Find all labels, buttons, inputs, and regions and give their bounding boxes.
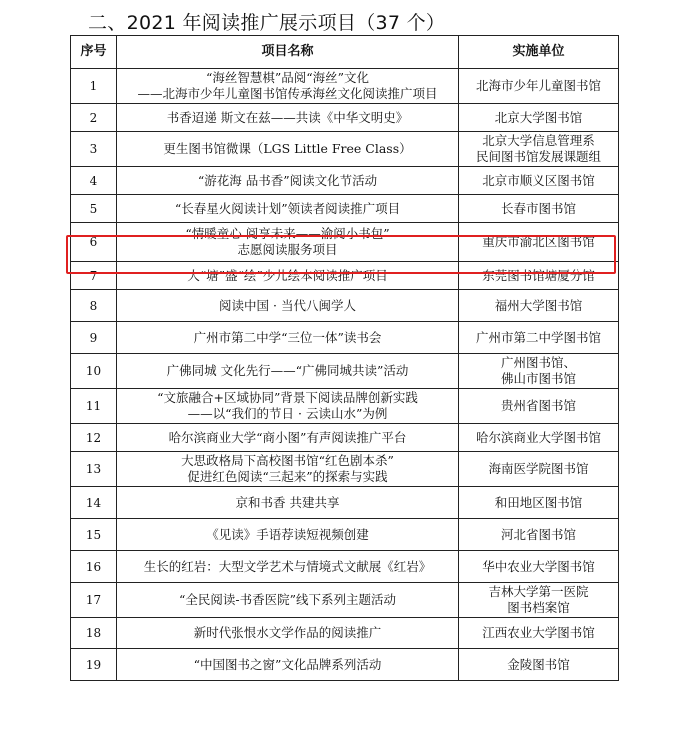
project-name-line: ——以“我们的节日 · 云读山水”为例: [187, 406, 388, 421]
project-name-line: “文旅融合+区域协同”背景下阅读品牌创新实践: [157, 390, 418, 405]
row-number: 16: [71, 551, 117, 583]
table-row: [71, 424, 619, 452]
project-name-cell: [117, 424, 459, 452]
table-row: [71, 195, 619, 223]
implementing-unit-line: 民间图书馆发展课题组: [475, 149, 601, 164]
implementing-unit-cell: [459, 487, 619, 519]
project-name-line: 京和书香 共建共享: [235, 494, 340, 510]
implementing-unit-line: 北京市顺义区图书馆: [482, 172, 595, 188]
table-row: [71, 290, 619, 322]
table-row: [71, 354, 619, 389]
implementing-unit-cell: [459, 452, 619, 487]
row-number: 14: [71, 487, 117, 519]
table-row: [71, 104, 619, 132]
table-row: [71, 389, 619, 424]
implementing-unit-cell: [459, 223, 619, 262]
table-header-row: [71, 36, 619, 69]
implementing-unit-cell: [459, 167, 619, 195]
project-name-cell: [117, 290, 459, 322]
implementing-unit-cell: [459, 354, 619, 389]
row-number: 2: [71, 104, 117, 132]
implementing-unit-line: 广州市第二中学图书馆: [475, 329, 601, 345]
row-number: 3: [71, 132, 117, 167]
table-row: [71, 649, 619, 681]
project-name-cell: [117, 389, 459, 424]
project-name-cell: [117, 649, 459, 681]
project-name-line: 大“塘”盛“绘”少儿绘本阅读推广项目: [187, 267, 388, 283]
header-unit: 实施单位: [459, 36, 619, 69]
table-row: [71, 519, 619, 551]
row-number: 17: [71, 583, 117, 618]
implementing-unit-line: 北京大学信息管理系: [482, 133, 595, 148]
project-name-line: 促进红色阅读“三起来”的探索与实践: [187, 469, 388, 484]
implementing-unit-cell: [459, 389, 619, 424]
header-name: 项目名称: [117, 36, 459, 69]
project-name-cell: [117, 104, 459, 132]
project-name-line: 更生图书馆微课（LGS Little Free Class）: [163, 141, 412, 156]
project-name-cell: [117, 618, 459, 649]
section-title: 二、2021 年阅读推广展示项目（37 个）: [88, 12, 446, 34]
table-body: [71, 69, 619, 681]
project-name-line: 生长的红岩：大型文学艺术与情境式文献展《红岩》: [143, 558, 432, 574]
project-name-line: “全民阅读-书香医院”线下系列主题活动: [178, 592, 396, 607]
row-number: 15: [71, 519, 117, 551]
row-number: 13: [71, 452, 117, 487]
project-name-cell: [117, 322, 459, 354]
implementing-unit-cell: [459, 618, 619, 649]
implementing-unit-line: 图书档案馆: [507, 600, 570, 615]
row-number: 7: [71, 262, 117, 290]
project-name-line: 新时代张恨水文学作品的阅读推广: [193, 625, 382, 640]
implementing-unit-cell: [459, 322, 619, 354]
table-row: [71, 132, 619, 167]
row-number: 9: [71, 322, 117, 354]
table-row: [71, 487, 619, 519]
project-name-cell: [117, 195, 459, 223]
project-name-line: 哈尔滨商业大学“商小图”有声阅读推广平台: [168, 429, 407, 445]
row-number: 18: [71, 618, 117, 649]
implementing-unit-line: 和田地区图书馆: [494, 494, 583, 510]
implementing-unit-cell: [459, 519, 619, 551]
project-name-cell: [117, 223, 459, 262]
project-name-line: “长春星火阅读计划”领读者阅读推广项目: [174, 200, 401, 216]
implementing-unit-line: 佛山市图书馆: [500, 371, 576, 386]
implementing-unit-line: 广州图书馆、: [500, 355, 576, 370]
row-number: 1: [71, 69, 117, 104]
implementing-unit-cell: [459, 290, 619, 322]
implementing-unit-line: 河北省图书馆: [500, 526, 576, 542]
table-row: [71, 618, 619, 649]
row-number: 10: [71, 354, 117, 389]
implementing-unit-line: 贵州省图书馆: [500, 398, 576, 413]
project-name-line: 书香迢递 斯文在兹——共读《中华文明史》: [166, 109, 409, 125]
project-name-cell: [117, 262, 459, 290]
project-name-line: “海丝智慧棋”品阅“海丝”文化: [205, 70, 370, 85]
table-row: [71, 262, 619, 290]
project-name-line: “情暖童心 阅享未来——渝阅小书包”: [185, 226, 390, 241]
project-name-cell: [117, 452, 459, 487]
project-name-cell: [117, 519, 459, 551]
project-name-line: 大思政格局下高校图书馆“红色剧本杀”: [181, 453, 394, 468]
implementing-unit-line: 北京大学图书馆: [494, 109, 583, 125]
implementing-unit-cell: [459, 583, 619, 618]
table-row: [71, 551, 619, 583]
project-name-line: 《见读》手语荐读短视频创建: [206, 526, 369, 542]
project-name-line: 志愿阅读服务项目: [237, 242, 338, 257]
implementing-unit-line: 金陵图书馆: [507, 656, 570, 672]
project-name-line: 广州市第二中学“三位一体”读书会: [193, 329, 382, 345]
implementing-unit-cell: [459, 104, 619, 132]
table-row: [71, 322, 619, 354]
implementing-unit-cell: [459, 195, 619, 223]
row-number: 8: [71, 290, 117, 322]
implementing-unit-line: 北海市少年儿童图书馆: [475, 78, 601, 93]
project-name-cell: [117, 551, 459, 583]
implementing-unit-line: 吉林大学第一医院: [488, 584, 589, 599]
implementing-unit-cell: [459, 262, 619, 290]
project-name-cell: [117, 132, 459, 167]
row-number: 6: [71, 223, 117, 262]
implementing-unit-cell: [459, 551, 619, 583]
project-name-cell: [117, 487, 459, 519]
project-name-cell: [117, 583, 459, 618]
implementing-unit-line: 江西农业大学图书馆: [482, 625, 595, 640]
implementing-unit-cell: [459, 649, 619, 681]
project-name-line: 阅读中国 · 当代八闽学人: [219, 297, 356, 313]
project-name-cell: [117, 69, 459, 104]
row-number: 5: [71, 195, 117, 223]
project-name-line: “游花海 品书香”阅读文化节活动: [197, 172, 378, 188]
implementing-unit-line: 华中农业大学图书馆: [482, 558, 595, 574]
table-row: [71, 583, 619, 618]
project-name-line: “中国图书之窗”文化品牌系列活动: [193, 656, 382, 672]
row-number: 11: [71, 389, 117, 424]
table-row: [71, 223, 619, 262]
implementing-unit-line: 东莞图书馆塘厦分馆: [482, 267, 595, 283]
implementing-unit-cell: [459, 424, 619, 452]
project-table: [70, 35, 619, 681]
row-number: 19: [71, 649, 117, 681]
table-row: [71, 452, 619, 487]
implementing-unit-cell: [459, 69, 619, 104]
project-name-line: ——北海市少年儿童图书馆传承海丝文化阅读推广项目: [137, 86, 438, 101]
row-number: 4: [71, 167, 117, 195]
implementing-unit-line: 长春市图书馆: [500, 200, 576, 216]
implementing-unit-line: 重庆市渝北区图书馆: [482, 234, 595, 249]
header-no: 序号: [71, 36, 117, 69]
implementing-unit-cell: [459, 132, 619, 167]
implementing-unit-line: 哈尔滨商业大学图书馆: [475, 429, 601, 445]
project-name-cell: [117, 167, 459, 195]
table-row: [71, 167, 619, 195]
project-name-line: 广佛同城 文化先行——“广佛同城共读”活动: [166, 363, 409, 378]
implementing-unit-line: 海南医学院图书馆: [488, 461, 589, 476]
project-name-cell: [117, 354, 459, 389]
table-row: [71, 69, 619, 104]
implementing-unit-line: 福州大学图书馆: [494, 297, 583, 313]
row-number: 12: [71, 424, 117, 452]
